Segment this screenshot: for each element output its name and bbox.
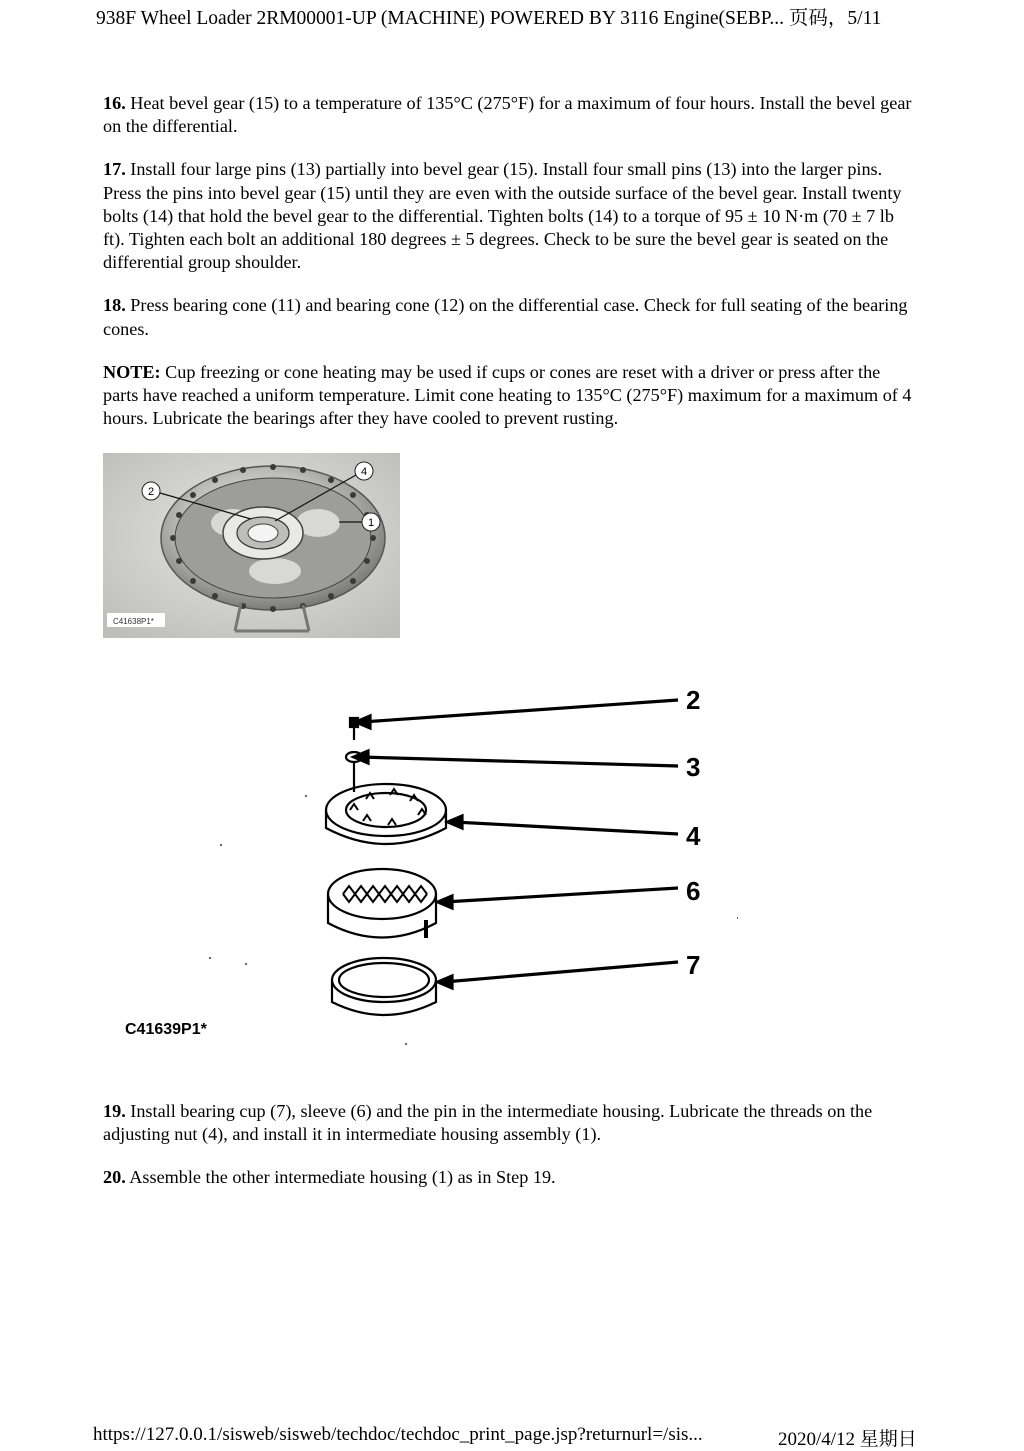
exploded-parts-diagram xyxy=(118,680,738,1050)
page-header-title: 938F Wheel Loader 2RM00001-UP (MACHINE) POWERED BY 3116 Engine(SEBP... 页码，5/11 xyxy=(96,8,882,29)
step-17 xyxy=(103,158,918,274)
callout-3-label: 3 xyxy=(686,752,701,782)
callout-4-label: 4 xyxy=(360,466,368,478)
callout-1-label: 1 xyxy=(367,517,375,529)
figure1-caption: C41638P1* xyxy=(113,617,154,626)
callout-4-label: 4 xyxy=(686,821,701,851)
step-16 xyxy=(103,92,918,138)
callout-6-label: 6 xyxy=(686,876,701,906)
step-text: Install four large pins (13) partially into bevel gear (15). Install four small pins (13) into the larger pins. Press the pins into bevel gear (15) until they are even with the outside surface of the bevel gear. Install twenty bolts (14) that hold the bevel gear to the differential. Tighten bolts (14) to a torque of 95 ± 10 N·m (70 ± 7 lb ft). Tighten each bolt an additional 180 degrees ± 5 degrees. Check to be sure the bevel gear is seated on the differential group shoulder. xyxy=(103,159,902,273)
step-text: Press bearing cone (11) and bearing cone (12) on the differential case. Check for full seating of the bearing cones. xyxy=(103,295,908,339)
intermediate-housing-photo xyxy=(103,453,400,638)
step-20 xyxy=(103,1166,918,1189)
step-number: 18. xyxy=(103,295,126,316)
instructions-bottom xyxy=(103,1100,918,1210)
step-number: 17. xyxy=(103,159,126,180)
step-text: Install bearing cup (7), sleeve (6) and the pin in the intermediate housing. Lubricate the threads on the adjusting nut (4), and install it in intermediate housing assembly (1). xyxy=(103,1101,873,1145)
figure2-caption: C41639P1* xyxy=(125,1021,207,1038)
footer-url: https://127.0.0.1/sisweb/sisweb/techdoc/techdoc_print_page.jsp?returnurl=/sis... xyxy=(93,1424,703,1445)
step-text: Assemble the other intermediate housing (1) as in Step 19. xyxy=(125,1167,556,1188)
note-text: Cup freezing or cone heating may be used if cups or cones are reset with a driver or press after the parts have reached a uniform temperature. Limit cone heating to 135°C (275°F) maximum for a maximum of 4 hours. Lubricate the bearings after they have cooled to prevent rusting. xyxy=(103,361,912,429)
step-text: Heat bevel gear (15) to a temperature of 135°C (275°F) for a maximum of four hours. Install the bevel gear on the differential. xyxy=(103,93,912,137)
note xyxy=(103,361,918,431)
instructions-top xyxy=(103,92,918,450)
callout-2-label: 2 xyxy=(686,685,701,715)
step-19 xyxy=(103,1100,918,1146)
step-number: 20. xyxy=(103,1167,126,1188)
step-number: 16. xyxy=(103,93,126,113)
step-18 xyxy=(103,294,918,340)
footer-date: 2020/4/12 星期日 xyxy=(778,1429,917,1450)
callout-7-label: 7 xyxy=(686,950,701,980)
note-label: NOTE: xyxy=(103,361,161,382)
step-number: 19. xyxy=(103,1101,126,1121)
callout-2-label: 2 xyxy=(147,486,155,498)
